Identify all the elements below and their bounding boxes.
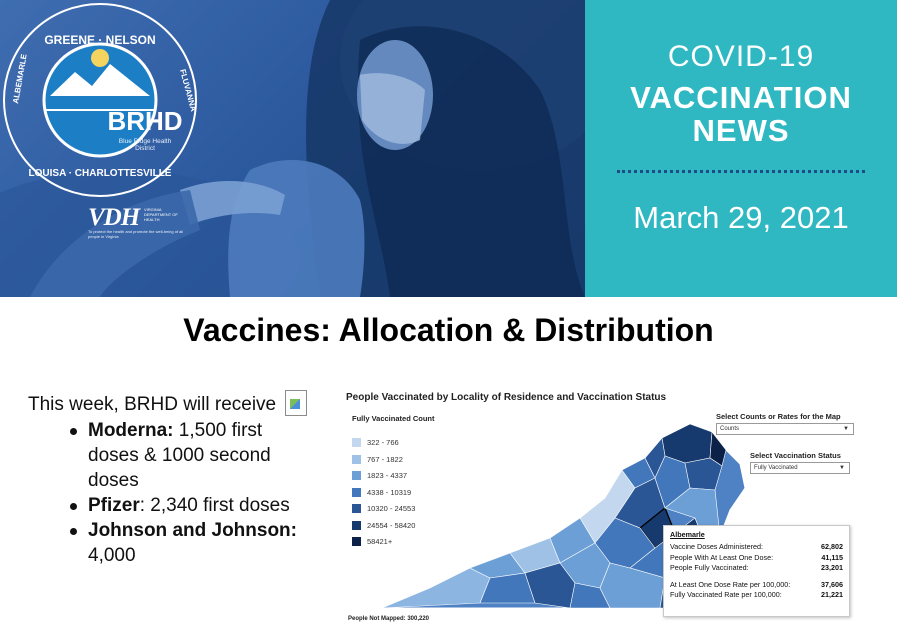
tooltip-row: [670, 563, 843, 574]
legend-label: 767 - 1822: [367, 454, 403, 464]
chevron-down-icon: ▼: [839, 465, 845, 471]
legend-label: 24554 - 58420: [367, 520, 416, 530]
counts-rates-select[interactable]: [716, 423, 854, 435]
vaccination-photo: [0, 0, 585, 297]
tooltip-row: [670, 553, 843, 564]
vaccine-detail: : 2,340 first doses: [139, 495, 290, 516]
svg-text:LOUISA · CHARLOTTESVILLE: LOUISA · CHARLOTTESVILLE: [28, 168, 172, 179]
tooltip-value: 23,201: [821, 563, 843, 572]
map-region-southwest: [382, 568, 490, 608]
logo-subtitle: Blue Ridge Health District: [118, 138, 172, 152]
intro-label: This week, BRHD will receive: [28, 394, 277, 415]
tooltip-row: [670, 580, 843, 591]
news-line-news: NEWS: [692, 113, 790, 148]
tooltip-row: [670, 590, 843, 601]
tooltip-value: 41,115: [821, 552, 843, 562]
map-tooltip: [663, 525, 850, 617]
map-region: [685, 458, 722, 490]
list-item: [64, 418, 304, 493]
chevron-down-icon: ▼: [843, 426, 849, 432]
counts-select-label: Select Counts or Rates for the Map: [716, 412, 841, 421]
svg-text:GREENE · NELSON: GREENE · NELSON: [44, 33, 156, 47]
vaccine-name: Moderna:: [88, 420, 174, 441]
vdh-tagline: To protect the health and promote the well-being of all people in Virginia: [88, 229, 184, 239]
status-select-value: Fully Vaccinated: [754, 465, 798, 471]
svg-text:FLUVANNA: FLUVANNA: [178, 68, 198, 113]
vdh-name: VDH: [88, 204, 140, 231]
header-banner: [0, 0, 897, 297]
tooltip-locality: Albemarle: [670, 530, 705, 539]
map-region-northern-virginia: [662, 424, 712, 463]
legend-label: 4338 - 10319: [367, 487, 412, 497]
not-mapped-count: People Not Mapped: 300,220: [348, 616, 430, 622]
vaccine-name: Johnson and Johnson:: [88, 520, 297, 541]
tooltip-label: Vaccine Doses Administered:: [670, 542, 763, 551]
broken-image-icon: [285, 390, 307, 416]
intro-text: [28, 390, 307, 416]
vaccine-name: Pfizer: [88, 495, 140, 516]
vaccination-status-select[interactable]: [750, 462, 850, 474]
legend-label: 322 - 766: [367, 438, 399, 447]
vaccination-dashboard: [340, 388, 870, 626]
vaccine-detail: 1,500 first doses & 1000 second doses: [88, 420, 271, 491]
tooltip-value: 21,221: [821, 590, 843, 599]
counts-select-value: Counts: [720, 426, 740, 432]
brhd-logo: [0, 0, 200, 200]
list-item: [64, 518, 304, 568]
vdh-department: VIRGINIA DEPARTMENT OF HEALTH: [144, 207, 178, 222]
dotted-divider: [617, 170, 865, 173]
vaccine-list: [64, 418, 304, 568]
tooltip-label: Fully Vaccinated Rate per 100,000:: [670, 590, 782, 599]
news-line-vaccination: VACCINATION: [630, 80, 852, 115]
legend-label: 1823 - 4337: [367, 471, 408, 480]
news-panel: [585, 0, 897, 297]
section-heading: Vaccines: Allocation & Distribution: [183, 312, 714, 348]
tooltip-value: 37,606: [821, 579, 843, 589]
status-select-label: Select Vaccination Status: [750, 451, 841, 460]
logo-name: BRHD: [107, 106, 183, 136]
list-item: [64, 493, 304, 518]
legend-label: 10320 - 24553: [367, 504, 416, 513]
tooltip-value: 62,802: [821, 542, 843, 551]
vdh-logo: [88, 202, 198, 242]
legend-label: 58421+: [367, 537, 393, 546]
dashboard-title: People Vaccinated by Locality of Residence and Vaccination Status: [346, 392, 667, 403]
tooltip-label: People With At Least One Dose:: [670, 552, 774, 562]
tooltip-label: People Fully Vaccinated:: [670, 563, 749, 572]
tooltip-row: [670, 542, 843, 553]
vaccine-detail: 4,000: [88, 545, 136, 566]
news-date: March 29, 2021: [633, 200, 849, 235]
legend-title: Fully Vaccinated Count: [352, 414, 435, 423]
news-line-covid: COVID-19: [667, 40, 815, 73]
tooltip-label: At Least One Dose Rate per 100,000:: [670, 579, 791, 589]
svg-text:ALBEMARLE: ALBEMARLE: [11, 53, 29, 105]
